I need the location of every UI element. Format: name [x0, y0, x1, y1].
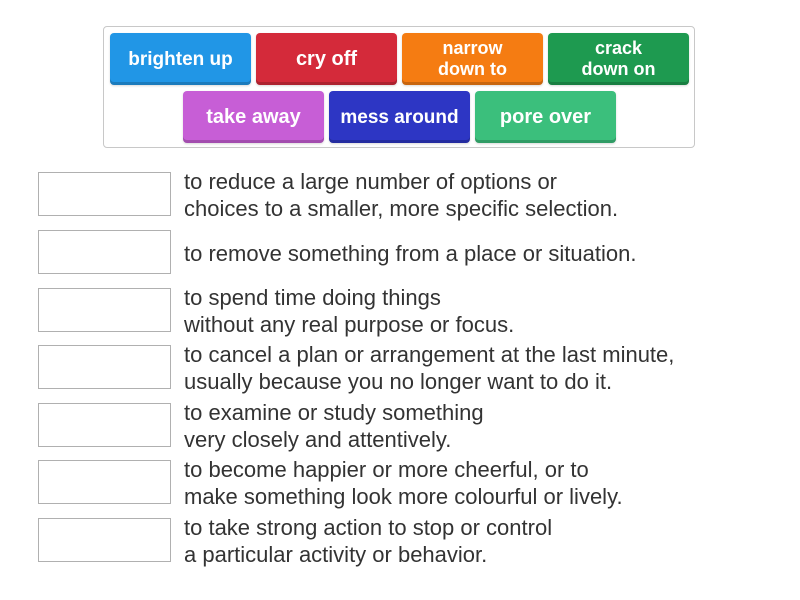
tile-tray: [103, 26, 695, 148]
definition-text: to spend time doing things without any real purpose or focus.: [184, 285, 515, 337]
tile-narrow-down-to[interactable]: narrow down to: [402, 33, 543, 85]
match-row: [38, 515, 788, 567]
tile-take-away[interactable]: take away: [183, 91, 324, 143]
definition-text: to examine or study something very closely and attentively.: [184, 400, 484, 452]
tile-pore-over[interactable]: pore over: [475, 91, 616, 143]
answer-drop-zone[interactable]: [38, 172, 171, 216]
answer-drop-zone[interactable]: [38, 460, 171, 504]
match-row: [38, 457, 788, 509]
answer-drop-zone[interactable]: [38, 403, 171, 447]
match-row: [38, 342, 788, 394]
match-row: [38, 400, 788, 452]
definition-text: to become happier or more cheerful, or to make something look more colourful or lively.: [184, 457, 623, 509]
match-row: [38, 285, 788, 337]
tile-crack-down-on[interactable]: crack down on: [548, 33, 689, 85]
match-row: [38, 230, 788, 276]
tile-mess-around[interactable]: mess around: [329, 91, 470, 143]
definition-text: to cancel a plan or arrangement at the last minute, usually because you no longer want to do it.: [184, 342, 675, 394]
definition-text: to reduce a large number of options or choices to a smaller, more specific selection.: [184, 169, 619, 221]
definition-text: to remove something from a place or situation.: [184, 240, 637, 266]
answer-drop-zone[interactable]: [38, 288, 171, 332]
answer-drop-zone[interactable]: [38, 518, 171, 562]
definition-text: to take strong action to stop or control a particular activity or behavior.: [184, 515, 553, 567]
answer-drop-zone[interactable]: [38, 230, 171, 274]
answer-drop-zone[interactable]: [38, 345, 171, 389]
tile-cry-off[interactable]: cry off: [256, 33, 397, 85]
tile-brighten-up[interactable]: brighten up: [110, 33, 251, 85]
match-row: [38, 169, 788, 221]
